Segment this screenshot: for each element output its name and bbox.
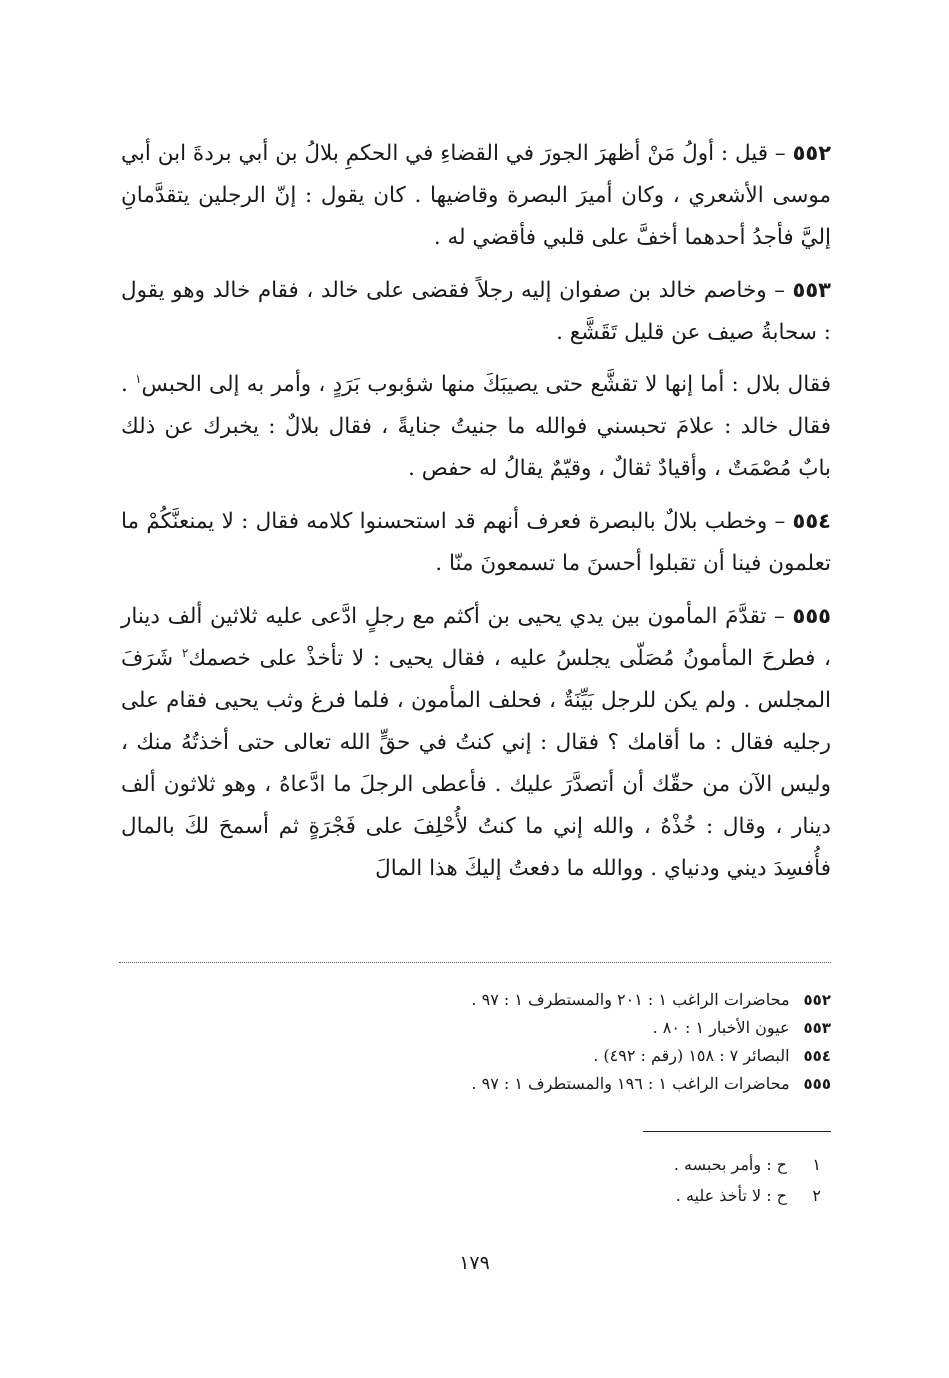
footnote-number: ١ [812,1155,821,1174]
entry-text: – وخطب بلالٌ بالبصرة فعرف أنهم قد استحسنوا كلامه فقال : لا يمنعنَّكُمْ ما تعلمون فينا أن تقبلوا أحسنَ ما تسمعونَ منّا . [121,509,831,576]
entry-555 [121,595,831,890]
source-text: محاضرات الراغب ١ : ٢٠١ والمستطرف ١ : ٩٧ . [471,990,790,1009]
source-number: ٥٥٥ [803,1075,831,1093]
footnote [221,1180,821,1211]
source-number: ٥٥٤ [803,1047,831,1065]
entry-text: . فقال خالد : علامَ تحبسني فوالله ما جنيتُ جنايةً ، فقال بلالٌ : يخبرك عن ذلك بابٌ مُصْمَتٌ ، وأقيادٌ ثقالٌ ، وقيّمٌ يقالُ له حفص . [121,372,831,481]
footnotes-divider [643,1131,831,1132]
footnotes [221,1149,821,1211]
entry-number: ٥٥٢ [792,141,832,165]
entry-553 [121,269,831,354]
source-number: ٥٥٢ [803,991,831,1009]
source-text: محاضرات الراغب ١ : ١٩٦ والمستطرف ١ : ٩٧ . [471,1074,790,1093]
footnote-text: ح : وأمر بحبسه . [673,1155,787,1174]
source-line [131,1042,831,1070]
entry-number: ٥٥٤ [792,509,831,533]
entry-552 [121,132,831,259]
footnote-text: ح : لا تأخذ عليه . [675,1186,787,1205]
entry-text: فقال بلال : أما إنها لا تقشَّع حتى يصيبَكَ منها شؤبوب بَرَدٍ ، وأمر به إلى الحبس [141,372,831,397]
source-line [131,1070,831,1098]
entry-554 [121,500,831,585]
entry-number: ٥٥٣ [792,278,831,302]
source-text: عيون الأخبار ١ : ٨٠ . [652,1018,790,1037]
entry-number: ٥٥٥ [792,604,831,628]
source-line [131,986,831,1014]
main-text [121,132,831,900]
entry-553-continuation [121,364,831,490]
source-text: البصائر ٧ : ١٥٨ (رقم : ٤٩٢) . [593,1046,790,1065]
source-references [131,986,831,1098]
footnote-marker: ١ [135,371,142,386]
footnote-marker: ٢ [181,645,189,660]
entry-text: شَرَفَ المجلس . ولم يكن للرجل بَيِّنَةٌ ، فحلف المأمون ، فلما فرغ وثب يحيى فقام على رجليه فقال : ما أقامك ؟ فقال : إني كنتُ في حقٍّ الله تعالى حتى أخذتُهُ منك ، وليس الآن من حقّك أن أتصدَّرَ عليك . فأعطى الرجلَ ما ادَّعاهُ ، وهو ثلاثون ألف دينار ، وقال : خُذْهُ ، والله إني ما كنتُ لأُحْلِفَ على فَجْرَةٍ ثم أسمحَ لكَ بالمال فأُفسِدَ ديني ودنياي . ووالله ما دفعتُ إليكَ هذا المالَ [121,646,831,881]
sources-divider [119,962,831,963]
page-number: ١٧٩ [459,1252,490,1274]
source-line [131,1014,831,1042]
footnote-number: ٢ [812,1186,821,1205]
entry-text: – وخاصم خالد بن صفوان إليه رجلاً فقضى على خالد ، فقام خالد وهو يقول : سحابةُ صيف عن قليل تَقَشَّع . [121,278,831,345]
entry-text: – تقدَّمَ المأمون بين يدي يحيى بن أكثم مع رجلٍ ادَّعى عليه ثلاثين ألف دينار ، فطرحَ المأمونُ مُصَلّى يجلسُ عليه ، فقال يحيى : لا تأخذْ على خصمك [121,604,831,671]
footnote [221,1149,821,1180]
entry-text: – قيل : أولُ مَنْ أظهرَ الجورَ في القضاءِ في الحكمِ بلالُ بن أبي بردةَ ابن أبي موسى الأشعري ، وكان أميرَ البصرة وقاضيها . كان يقول : إنّ الرجلين يتقدَّمانِ إليَّ فأجدُ أحدهما أخفَّ على قلبي فأقضي له . [121,141,831,250]
source-number: ٥٥٣ [803,1019,831,1037]
